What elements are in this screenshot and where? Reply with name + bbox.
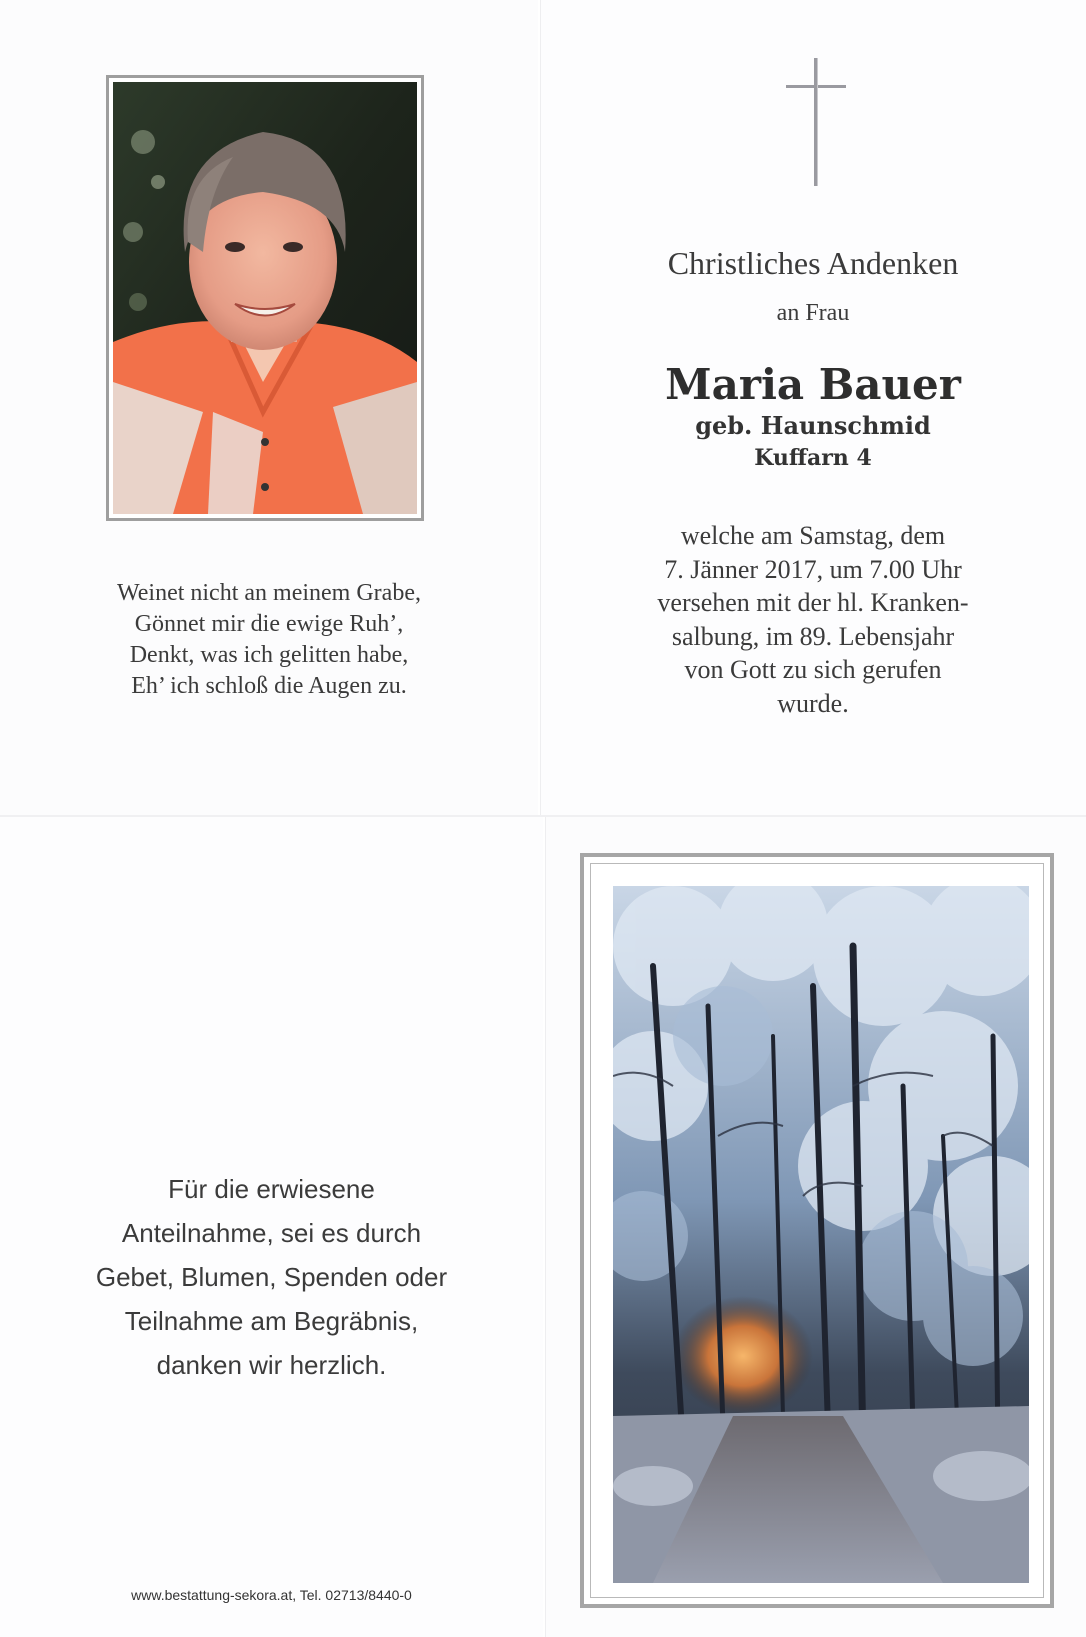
poem-line: Gönnet mir die ewige Ruh’,	[134, 611, 404, 637]
fold-line	[0, 815, 1086, 817]
death-notice-line: salbung, im 89. Lebensjahr	[671, 621, 955, 651]
death-notice	[540, 519, 1086, 720]
poem-line: Weinet nicht an meinem Grabe,	[117, 580, 421, 606]
death-notice-line: 7. Jänner 2017, um 7.00 Uhr	[664, 554, 962, 584]
death-notice-line: versehen mit der hl. Kranken-	[657, 588, 969, 617]
thanks-text	[0, 1167, 543, 1387]
funeral-home-contact: www.bestattung-sekora.at, Tel. 02713/8440-0	[131, 1587, 412, 1603]
deceased-name: Maria Bauer	[665, 360, 961, 409]
thanks-line: danken wir herzlich.	[156, 1350, 387, 1380]
poem	[0, 578, 538, 702]
death-notice-line: wurde.	[777, 688, 849, 718]
death-notice-line: welche am Samstag, dem	[680, 521, 946, 550]
thanks-line: Für die erwiesene	[168, 1174, 375, 1204]
cross-icon	[786, 58, 846, 186]
winter-forest-photo	[580, 853, 1054, 1608]
thanks-line: Anteilnahme, sei es durch	[121, 1218, 422, 1248]
poem-line: Eh’ ich schloß die Augen zu.	[131, 673, 407, 699]
death-notice-line: von Gott zu sich gerufen	[684, 655, 942, 684]
poem-line: Denkt, was ich gelitten habe,	[129, 642, 409, 668]
salutation: an Frau	[776, 300, 850, 326]
thanks-line: Gebet, Blumen, Spenden oder	[95, 1262, 448, 1292]
card-title: Christliches Andenken	[667, 245, 959, 281]
thanks-line: Teilnahme am Begräbnis,	[124, 1306, 419, 1336]
portrait-photo	[106, 75, 424, 521]
maiden-name: geb. Haunschmid	[695, 411, 931, 440]
address: Kuffarn 4	[754, 445, 872, 471]
